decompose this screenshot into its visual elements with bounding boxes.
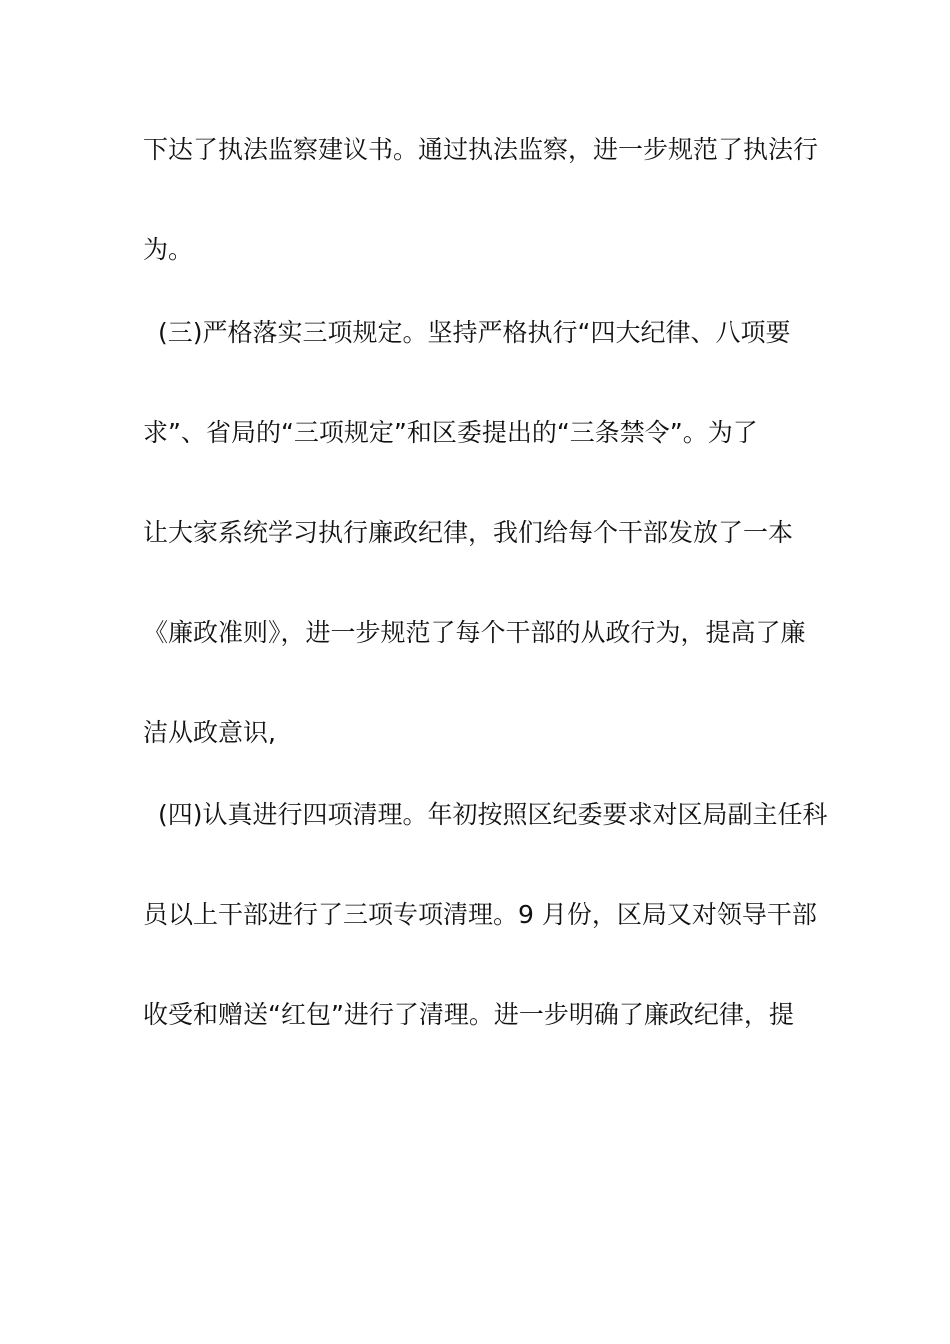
text-line: 洁从政意识, [143, 718, 276, 747]
text-line: 《廉政准则》，进一步规范了每个干部的从政行为，提高了廉 [143, 618, 806, 647]
text-line: 求”、省局的“三项规定”和区委提出的“三条禁令”。为了 [143, 418, 758, 447]
text-line: 收受和赠送“红包”进行了清理。进一步明确了廉政纪律，提 [143, 1000, 794, 1029]
text-line: 员以上干部进行了三项专项清理。9 月份，区局又对领导干部 [143, 900, 817, 929]
text-line: 下达了执法监察建议书。通过执法监察，进一步规范了执法行 [143, 135, 819, 164]
text-line: (四)认真进行四项清理。年初按照区纪委要求对区局副主任科 [158, 800, 828, 829]
text-line: 让大家系统学习执行廉政纪律，我们给每个干部发放了一本 [143, 518, 794, 547]
text-line: (三)严格落实三项规定。坚持严格执行“四大纪律、八项要 [158, 318, 791, 347]
text-line: 为。 [143, 235, 194, 264]
